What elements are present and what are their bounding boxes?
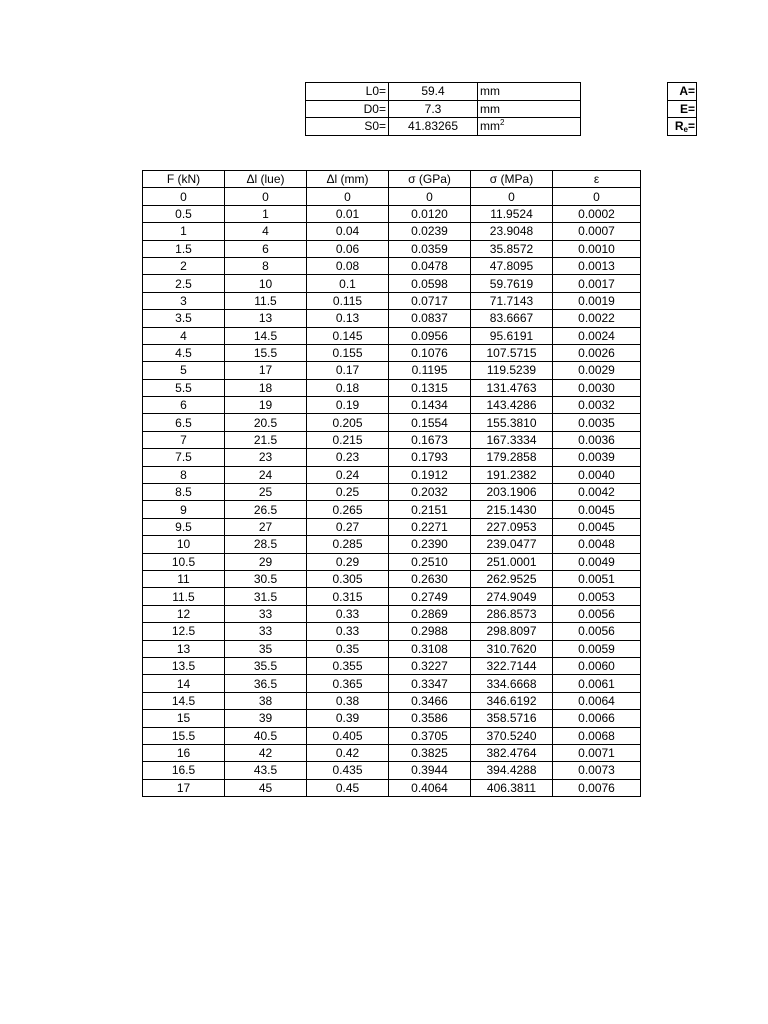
table-row [143,553,641,570]
table-cell: 36.5 [225,675,307,692]
table-cell: 0.0068 [553,727,641,744]
table-cell: 9 [143,501,225,518]
table-cell: 0.2869 [389,605,471,622]
table-cell: 0.2390 [389,536,471,553]
table-cell: 0.4064 [389,779,471,796]
table-cell: 0.33 [307,605,389,622]
result-label-text: A= [679,84,695,99]
table-cell: 107.5715 [471,344,553,361]
table-cell: 0.1315 [389,379,471,396]
table-cell: 11.5 [225,292,307,309]
table-cell: 0.2510 [389,553,471,570]
result-row [668,118,697,136]
table-row [143,727,641,744]
table-cell: 0.0056 [553,605,641,622]
table-cell: 4.5 [143,344,225,361]
table-cell: 8 [225,257,307,274]
table-cell: 8.5 [143,484,225,501]
table-cell: 0.0056 [553,623,641,640]
table-cell: 0.1912 [389,466,471,483]
table-row [143,762,641,779]
table-cell: 0.0035 [553,414,641,431]
table-cell: 42 [225,744,307,761]
table-cell: 0.35 [307,640,389,657]
table-cell: 0.3108 [389,640,471,657]
table-row [143,327,641,344]
table-cell: 0.1076 [389,344,471,361]
table-cell: 10.5 [143,553,225,570]
table-row [143,710,641,727]
table-cell: 13 [225,310,307,327]
table-cell: 83.6667 [471,310,553,327]
table-cell: 25 [225,484,307,501]
table-cell: 3.5 [143,310,225,327]
table-cell: 29 [225,553,307,570]
table-row [143,223,641,240]
strain-header: ε [553,171,641,188]
table-cell: 8 [143,466,225,483]
table-cell: 0.2749 [389,588,471,605]
table-cell: 31.5 [225,588,307,605]
table-row [143,744,641,761]
result-row [668,83,697,101]
table-cell: 358.5716 [471,710,553,727]
table-cell: 215.1430 [471,501,553,518]
table-cell: 24 [225,466,307,483]
table-cell: 0.0036 [553,431,641,448]
table-cell: 7.5 [143,449,225,466]
table-cell: 15.5 [225,344,307,361]
parameter-value: 41.83265 [389,118,478,136]
table-cell: 406.3811 [471,779,553,796]
table-row [143,657,641,674]
table-cell: 0.0039 [553,449,641,466]
table-cell: 0.1554 [389,414,471,431]
table-cell: 251.0001 [471,553,553,570]
table-cell: 0.0040 [553,466,641,483]
table-cell: 0.29 [307,553,389,570]
table-cell: 131.4763 [471,379,553,396]
table-row [143,188,641,205]
parameter-label: D0= [306,100,389,118]
parameter-label: S0= [306,118,389,136]
table-cell: 0.3825 [389,744,471,761]
table-cell: 71.7143 [471,292,553,309]
parameter-unit-cell [478,83,581,101]
table-header-row [143,171,641,188]
table-cell: 0 [389,188,471,205]
result-label-text: E= [679,101,695,116]
parameter-label: L0= [306,83,389,101]
table-cell: 0.0598 [389,275,471,292]
table-row [143,414,641,431]
table-cell: 0.0073 [553,762,641,779]
parameter-value: 7.3 [389,100,478,118]
table-cell: 33 [225,623,307,640]
result-label [668,83,697,101]
table-row [143,692,641,709]
table-cell: 119.5239 [471,362,553,379]
table-row [143,379,641,396]
table-cell: 15.5 [143,727,225,744]
table-cell: 382.4764 [471,744,553,761]
force-header: F (kN) [143,171,225,188]
table-cell: 0.0017 [553,275,641,292]
table-cell: 0.0059 [553,640,641,657]
table-cell: 45 [225,779,307,796]
table-row [143,518,641,535]
table-cell: 0.0019 [553,292,641,309]
table-cell: 6.5 [143,414,225,431]
table-cell: 0.265 [307,501,389,518]
table-cell: 0.0066 [553,710,641,727]
table-cell: 0.38 [307,692,389,709]
table-cell: 6 [143,397,225,414]
table-cell: 346.6192 [471,692,553,709]
table-row [143,240,641,257]
table-cell: 0 [307,188,389,205]
table-cell: 0.115 [307,292,389,309]
table-cell: 0.355 [307,657,389,674]
table-cell: 0.0049 [553,553,641,570]
table-cell: 239.0477 [471,536,553,553]
stress-mpa-header: σ (MPa) [471,171,553,188]
table-cell: 35 [225,640,307,657]
table-cell: 10 [225,275,307,292]
table-cell: 0.145 [307,327,389,344]
table-cell: 0.205 [307,414,389,431]
table-cell: 2 [143,257,225,274]
table-cell: 14.5 [143,692,225,709]
table-cell: 0 [471,188,553,205]
table-cell: 15 [143,710,225,727]
table-cell: 20.5 [225,414,307,431]
table-cell: 14.5 [225,327,307,344]
table-cell: 10 [143,536,225,553]
table-cell: 40.5 [225,727,307,744]
table-cell: 0.365 [307,675,389,692]
result-label [668,118,697,136]
table-cell: 59.7619 [471,275,553,292]
table-cell: 0.0013 [553,257,641,274]
measurement-table [142,170,641,797]
table-cell: 28.5 [225,536,307,553]
table-cell: 0.06 [307,240,389,257]
elongation-units-header: Δl (lue) [225,171,307,188]
table-cell: 0.3586 [389,710,471,727]
table-row [143,431,641,448]
table-row [143,397,641,414]
table-cell: 5.5 [143,379,225,396]
table-cell: 0.0120 [389,205,471,222]
table-row [143,640,641,657]
table-cell: 0.01 [307,205,389,222]
result-row [668,100,697,118]
table-cell: 35.8572 [471,240,553,257]
table-cell: 26.5 [225,501,307,518]
table-row [143,205,641,222]
table-cell: 0.215 [307,431,389,448]
table-cell: 0.0053 [553,588,641,605]
results-table [667,82,697,136]
table-cell: 0.33 [307,623,389,640]
table-cell: 0.0022 [553,310,641,327]
table-cell: 0.27 [307,518,389,535]
parameter-row [306,100,581,118]
table-cell: 0.3944 [389,762,471,779]
table-row [143,779,641,796]
table-cell: 0.0030 [553,379,641,396]
table-cell: 0.39 [307,710,389,727]
table-cell: 0.0359 [389,240,471,257]
table-cell: 14 [143,675,225,692]
table-cell: 2.5 [143,275,225,292]
table-cell: 43.5 [225,762,307,779]
table-cell: 0.3347 [389,675,471,692]
table-cell: 0.42 [307,744,389,761]
stress-gpa-header: σ (GPa) [389,171,471,188]
table-cell: 7 [143,431,225,448]
parameter-row [306,118,581,136]
table-cell: 0.0239 [389,223,471,240]
table-cell: 143.4286 [471,397,553,414]
table-row [143,501,641,518]
table-cell: 0.23 [307,449,389,466]
table-row [143,344,641,361]
table-cell: 0.2151 [389,501,471,518]
table-cell: 0.0071 [553,744,641,761]
table-row [143,570,641,587]
table-cell: 286.8573 [471,605,553,622]
table-cell: 0.0837 [389,310,471,327]
table-cell: 0 [553,188,641,205]
parameter-unit-cell [478,118,581,136]
table-cell: 0.315 [307,588,389,605]
table-cell: 0.0010 [553,240,641,257]
table-cell: 310.7620 [471,640,553,657]
table-cell: 12 [143,605,225,622]
table-row [143,484,641,501]
table-cell: 19 [225,397,307,414]
table-row [143,588,641,605]
table-cell: 11 [143,570,225,587]
table-cell: 322.7144 [471,657,553,674]
table-cell: 0.2271 [389,518,471,535]
table-cell: 0.2988 [389,623,471,640]
table-cell: 0.0061 [553,675,641,692]
table-cell: 0.18 [307,379,389,396]
table-cell: 0.0717 [389,292,471,309]
table-cell: 0.0024 [553,327,641,344]
table-cell: 1 [143,223,225,240]
table-cell: 95.6191 [471,327,553,344]
table-cell: 0.24 [307,466,389,483]
table-cell: 0.04 [307,223,389,240]
table-cell: 16.5 [143,762,225,779]
table-cell: 39 [225,710,307,727]
table-cell: 0.285 [307,536,389,553]
table-cell: 0.1195 [389,362,471,379]
table-row [143,675,641,692]
table-cell: 0.155 [307,344,389,361]
table-cell: 21.5 [225,431,307,448]
table-cell: 27 [225,518,307,535]
table-cell: 155.3810 [471,414,553,431]
table-cell: 0.0045 [553,518,641,535]
table-cell: 13.5 [143,657,225,674]
table-cell: 0.305 [307,570,389,587]
table-cell: 262.9525 [471,570,553,587]
table-row [143,310,641,327]
table-cell: 0.0026 [553,344,641,361]
table-cell: 0.0032 [553,397,641,414]
table-cell: 13 [143,640,225,657]
elongation-mm-header: Δl (mm) [307,171,389,188]
table-cell: 33 [225,605,307,622]
table-cell: 1 [225,205,307,222]
table-cell: 167.3334 [471,431,553,448]
table-cell: 4 [143,327,225,344]
table-cell: 0.1793 [389,449,471,466]
parameter-unit-cell [478,100,581,118]
table-row [143,605,641,622]
table-cell: 47.8095 [471,257,553,274]
table-cell: 30.5 [225,570,307,587]
table-cell: 0.1434 [389,397,471,414]
table-cell: 0.0060 [553,657,641,674]
result-label [668,100,697,118]
table-cell: 12.5 [143,623,225,640]
table-cell: 0.13 [307,310,389,327]
table-row [143,536,641,553]
parameter-row [306,83,581,101]
table-cell: 298.8097 [471,623,553,640]
table-cell: 11.5 [143,588,225,605]
table-cell: 0.3705 [389,727,471,744]
table-row [143,466,641,483]
table-cell: 0.0051 [553,570,641,587]
table-cell: 370.5240 [471,727,553,744]
table-row [143,275,641,292]
table-cell: 0.2032 [389,484,471,501]
table-cell: 38 [225,692,307,709]
parameter-unit: mm [480,119,500,134]
table-cell: 0.08 [307,257,389,274]
table-cell: 0.1673 [389,431,471,448]
table-cell: 23.9048 [471,223,553,240]
table-cell: 17 [225,362,307,379]
table-row [143,257,641,274]
table-cell: 35.5 [225,657,307,674]
table-cell: 0.0029 [553,362,641,379]
parameter-unit: mm [480,84,500,99]
table-row [143,449,641,466]
table-cell: 179.2858 [471,449,553,466]
table-cell: 0.0064 [553,692,641,709]
table-cell: 0.0478 [389,257,471,274]
table-cell: 1.5 [143,240,225,257]
table-cell: 0.405 [307,727,389,744]
specimen-parameters-table [305,82,581,136]
parameter-value: 59.4 [389,83,478,101]
table-cell: 394.4288 [471,762,553,779]
table-cell: 0.25 [307,484,389,501]
table-row [143,362,641,379]
table-cell: 0.0048 [553,536,641,553]
table-cell: 0 [225,188,307,205]
result-label-text: R [674,119,684,134]
table-cell: 191.2382 [471,466,553,483]
table-cell: 17 [143,779,225,796]
table-cell: 0.45 [307,779,389,796]
table-cell: 0.3227 [389,657,471,674]
table-cell: 334.6668 [471,675,553,692]
table-cell: 16 [143,744,225,761]
table-cell: 0.17 [307,362,389,379]
table-row [143,292,641,309]
table-cell: 0.0042 [553,484,641,501]
result-label-suffix: = [687,119,695,134]
table-cell: 0.0076 [553,779,641,796]
table-row [143,623,641,640]
table-cell: 0.0956 [389,327,471,344]
table-cell: 4 [225,223,307,240]
parameter-unit-exponent: 2 [500,118,505,128]
table-cell: 0.435 [307,762,389,779]
table-cell: 0.2630 [389,570,471,587]
table-cell: 23 [225,449,307,466]
table-cell: 274.9049 [471,588,553,605]
table-cell: 9.5 [143,518,225,535]
table-cell: 0.0002 [553,205,641,222]
table-cell: 203.1906 [471,484,553,501]
table-cell: 0.5 [143,205,225,222]
table-cell: 6 [225,240,307,257]
parameter-unit: mm [480,101,500,116]
table-cell: 0.0007 [553,223,641,240]
table-cell: 227.0953 [471,518,553,535]
table-cell: 0.19 [307,397,389,414]
table-cell: 0.1 [307,275,389,292]
table-cell: 18 [225,379,307,396]
result-label-subscript: e [683,125,688,135]
table-cell: 3 [143,292,225,309]
table-cell: 0 [143,188,225,205]
table-cell: 5 [143,362,225,379]
table-cell: 0.3466 [389,692,471,709]
table-cell: 0.0045 [553,501,641,518]
table-cell: 11.9524 [471,205,553,222]
